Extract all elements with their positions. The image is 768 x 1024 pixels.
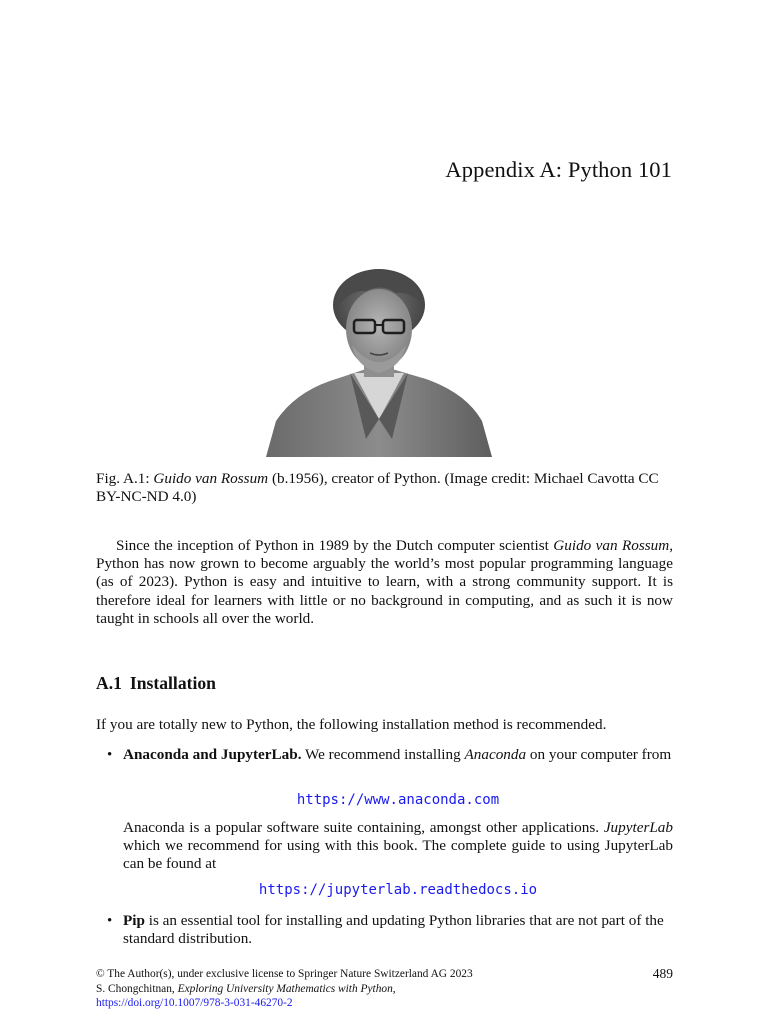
anaconda-paragraph-text-2: which we recommend for using with this book. The complete guide to using JupyterLab can be found at	[123, 837, 673, 872]
section-number: A.1	[96, 673, 122, 693]
anaconda-paragraph-italic: JupyterLab	[603, 819, 673, 836]
intro-text-2: , Python has now grown to become arguably the world’s most popular programming language (as of 2023). Python is easy and intuitive to learn, with a strong community support. It is therefore ideal for learners with little or no background in computing, and as such it is now taught in schools all over the world.	[96, 537, 673, 627]
bullet-anaconda-text-1: We recommend installing	[305, 746, 461, 763]
footer-book-title: Exploring University Mathematics with Python	[177, 982, 393, 995]
bullet-marker: •	[107, 913, 113, 929]
author-portrait	[266, 269, 492, 457]
doi-link[interactable]: https://doi.org/10.1007/978-3-031-46270-2	[96, 997, 293, 1009]
jupyterlab-link[interactable]: https://jupyterlab.readthedocs.io	[258, 882, 538, 898]
footer-book-suffix: ,	[392, 982, 396, 995]
bullet-anaconda-text-2: on your computer from	[529, 746, 672, 763]
intro-paragraph	[96, 537, 673, 628]
chapter-title: Appendix A: Python 101	[445, 157, 672, 182]
bullet-pip-text: is an essential tool for installing and updating Python libraries that are not part of the standard distribution.	[123, 912, 664, 947]
bullet-pip	[107, 912, 673, 948]
figure-caption	[96, 470, 673, 506]
bullet-marker: •	[107, 747, 113, 763]
page-number: 489	[652, 966, 673, 981]
caption-text: (b.1956), creator of Python. (Image credit: Michael Cavotta CC BY-NC-ND 4.0)	[96, 470, 659, 505]
caption-label: Fig. A.1:	[96, 470, 150, 487]
anaconda-paragraph-text-1: Anaconda is a popular software suite containing, amongst other applications.	[123, 819, 600, 836]
page-footer	[96, 967, 673, 1011]
intro-text-1: Since the inception of Python in 1989 by the Dutch computer scientist	[116, 537, 549, 554]
bullet-anaconda	[107, 746, 673, 764]
anaconda-paragraph	[123, 819, 673, 873]
intro-name: Guido van Rossum	[553, 537, 670, 554]
section-heading	[96, 673, 216, 694]
lead-paragraph: If you are totally new to Python, the following installation method is recommended.	[96, 716, 607, 733]
caption-name: Guido van Rossum	[153, 470, 269, 487]
section-title: Installation	[129, 673, 216, 693]
bullet-anaconda-italic: Anaconda	[464, 746, 527, 763]
anaconda-link[interactable]: https://www.anaconda.com	[296, 792, 500, 808]
bullet-anaconda-bold: Anaconda and JupyterLab.	[123, 746, 302, 763]
copyright-line: © The Author(s), under exclusive license to Springer Nature Switzerland AG 2023	[96, 968, 473, 980]
citation-line	[96, 982, 673, 997]
footer-author: S. Chongchitnan,	[96, 982, 175, 995]
bullet-pip-bold: Pip	[123, 912, 145, 929]
